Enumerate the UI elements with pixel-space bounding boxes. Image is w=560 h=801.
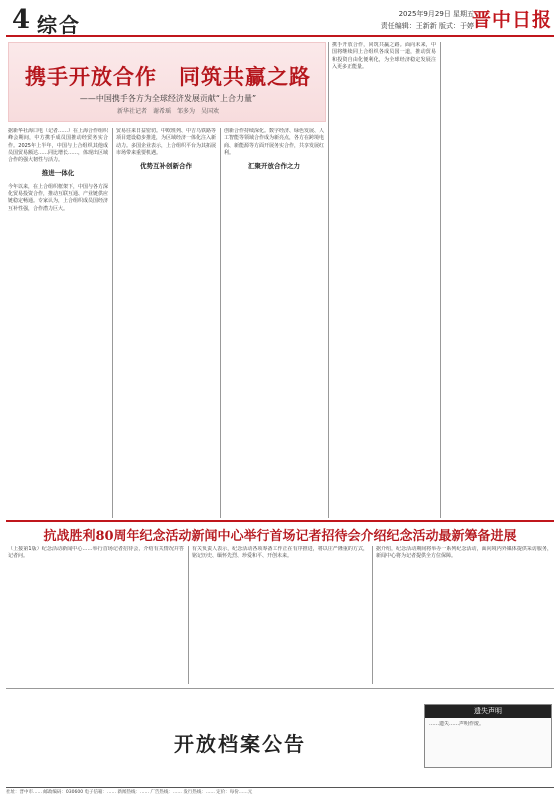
second-paragraph: 据介绍，纪念活动期间将举办一系列纪念活动，面向境内外媒体提供采访服务，新闻中心将为记者提供全方位保障。: [376, 546, 552, 560]
column-divider: [112, 128, 113, 518]
notice-text: ……遗失……声明作废。: [429, 721, 485, 727]
section-heading: 汇聚开放合作之力: [248, 162, 300, 171]
lead-paragraph: 贸易往来日益密切。中欧班列、中吉乌铁路等项目建设稳步推进，为区域经济一体化注入新动力。多国企业表示，上合组织平台为其拓展市场带来重要机遇。: [116, 128, 216, 156]
lead-column-3: [224, 128, 324, 518]
page-header: [6, 3, 554, 37]
notice-box: [424, 704, 552, 768]
lead-paragraph: 创新合作持续深化。数字经济、绿色发展、人工智能等领域合作成为新亮点，各方在跨境电商、新能源等方面开展务实合作，共享发展红利。: [224, 128, 324, 156]
lead-column-1: [8, 128, 108, 518]
page-footer: 社址：晋中市…… 邮政编码：030600 电子信箱：…… 新闻热线：…… 广告热线：…… 发行热线：…… 定价：每份……元: [6, 787, 554, 797]
lead-column-4: [332, 42, 436, 518]
column-divider: [328, 42, 329, 518]
second-paragraph: 有关负责人表示，纪念活动各项筹备工作正在有序推进，将以庄严隆重的方式，铭记历史、缅怀先烈、珍爱和平、开创未来。: [192, 546, 368, 560]
second-column-2: [192, 546, 368, 684]
archive-title: 开放档案公告: [174, 732, 306, 756]
section-name: 综合: [37, 13, 81, 37]
column-divider: [220, 128, 221, 518]
lead-paragraph: 携手开放合作，同筑共赢之路。面向未来，中国将继续同上合组织各成员国一道，推动贸易和投资自由化便利化，为全球经济稳定发展注入更多正能量。: [332, 42, 436, 70]
second-paragraph: （上接第1版）纪念活动新闻中心……举行首场记者招待会，介绍有关情况并答记者问。: [8, 546, 184, 560]
section-divider: [6, 520, 554, 522]
notice-title: 遗失声明: [425, 705, 551, 718]
lead-byline: 新华社记者 谢希瑶 邹多为 吴国欢: [116, 108, 219, 115]
column-divider: [372, 546, 373, 684]
lead-paragraph: 据新华社海口电（记者……）在上海合作组织峰会期间，中方携手成员国推动经贸务实合作。2025年上半年，中国与上合组织其他成员国贸易额达……同比增长……，体现出区域合作的强大韧性与活力。: [8, 128, 108, 164]
second-column-1: [8, 546, 184, 684]
second-headline: 抗战胜利80周年纪念活动新闻中心举行首场记者招待会介绍纪念活动最新筹备进展: [43, 529, 517, 544]
lead-column-5: [444, 42, 552, 518]
issue-date: 2025年9月29日 星期五: [398, 10, 474, 18]
section-heading: 推进一体化: [41, 169, 75, 178]
lead-headline-banner: [8, 42, 326, 122]
section-divider: [6, 688, 554, 689]
page-number: 4: [12, 5, 31, 35]
section-heading: 优势互补创新合作: [140, 162, 192, 171]
masthead-logo: 晋中日报: [471, 9, 552, 31]
lead-subhead: ——中国携手各方为全球经济发展贡献“上合力量”: [79, 94, 257, 103]
editor-credits: 责任编辑：王新新 版式：于婷: [380, 22, 474, 30]
lead-column-2: [116, 128, 216, 518]
lead-headline: 携手开放合作 同筑共赢之路: [25, 64, 311, 89]
column-divider: [440, 42, 441, 518]
lead-paragraph: 今年以来，在上合组织框架下，中国与各方深化贸易投资合作，推动互联互通、产业链供应链稳定畅通。专家认为，上合组织成员国经济互补性强，合作潜力巨大。: [8, 183, 108, 212]
column-divider: [188, 546, 189, 684]
second-column-3: [376, 546, 552, 684]
